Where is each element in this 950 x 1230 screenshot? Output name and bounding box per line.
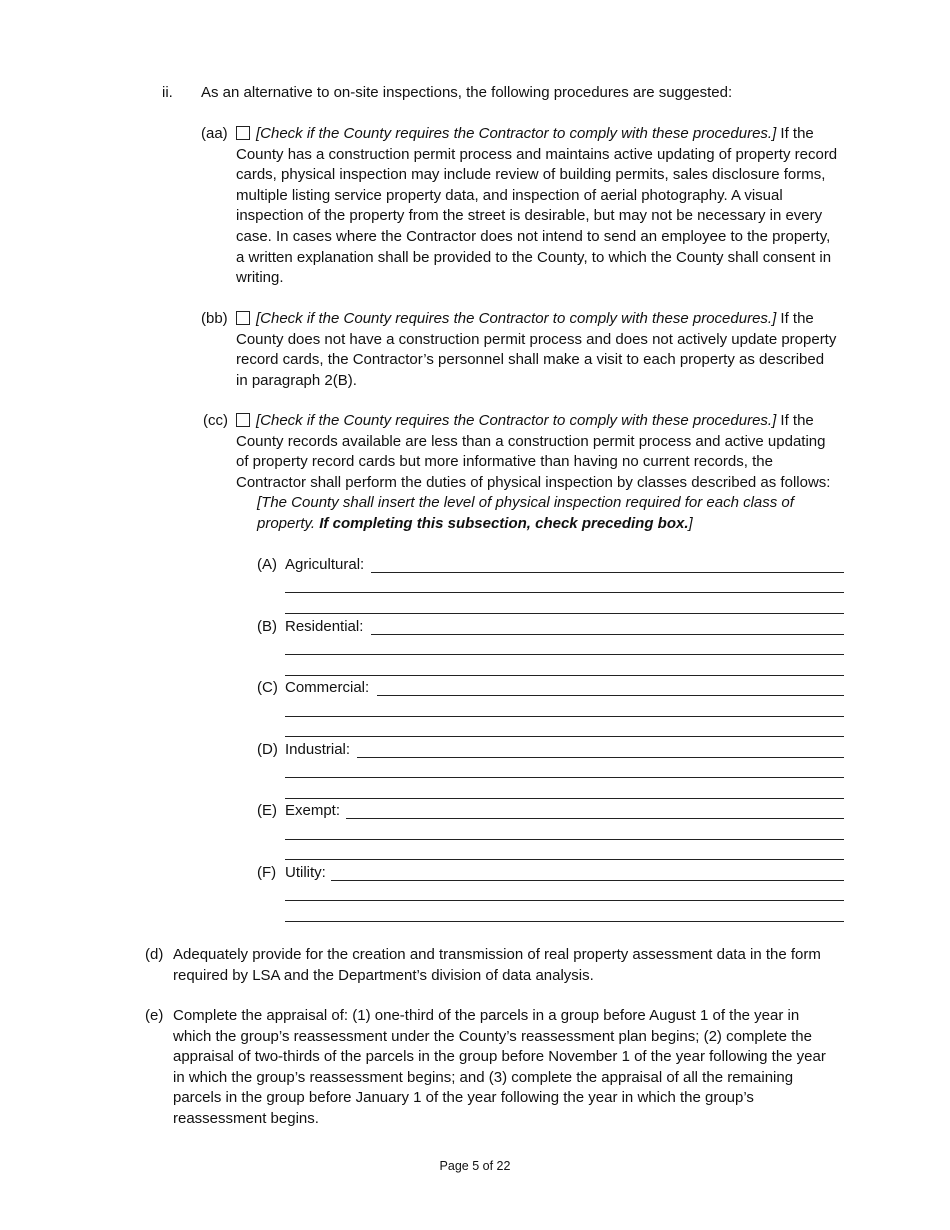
item-d-paragraph <box>173 945 821 986</box>
class-b-label: Residential: <box>285 618 364 635</box>
class-b-fill-line-3[interactable] <box>285 675 844 676</box>
item-aa-paragraph <box>236 124 837 289</box>
item-cc-marker: (cc) <box>203 412 228 429</box>
item-d-line: Adequately provide for the creation and transmission of real property assessment data in the form <box>173 946 821 963</box>
item-e-line: in which the group’s reassessment begins; and (3) complete the appraisal of all the remaining <box>173 1068 794 1086</box>
item-bb-checkbox-label: [Check if the County requires the Contractor to comply with these procedures.] <box>256 310 777 327</box>
item-aa-marker: (aa) <box>201 125 228 142</box>
item-bb-line: County does not have a construction permit process and does not actively update property <box>236 330 837 348</box>
section-ii-marker: ii. <box>162 84 173 101</box>
item-cc-line: Contractor shall perform the duties of physical inspection by classes described as follows: <box>236 473 831 491</box>
item-bb-line1-rest: If the <box>780 310 814 327</box>
item-aa-line: cards, physical inspection may include review of building permits, sales disclosure forms, <box>236 166 826 184</box>
page-number: Page 5 of 22 <box>439 1159 511 1173</box>
item-e-marker: (e) <box>145 1007 164 1024</box>
class-a-label: Agricultural: <box>285 556 365 573</box>
item-aa-checkbox[interactable] <box>236 126 250 140</box>
class-b-marker: (B) <box>257 618 277 635</box>
instruction-bold: If completing this subsection, check preceding box. <box>319 514 689 532</box>
item-e-paragraph <box>173 1006 826 1130</box>
item-aa-line: case. In cases where the Contractor does not intend to send an employee to the property, <box>236 227 831 245</box>
class-e-fill-line-2[interactable] <box>285 839 844 840</box>
instruction-property: property. <box>257 514 316 532</box>
item-aa-line1-rest: If the <box>780 125 814 142</box>
item-bb-checkbox[interactable] <box>236 311 250 325</box>
class-e-label: Exempt: <box>285 802 341 819</box>
item-cc-line: of property record cards but more informative than having no current records, the <box>236 453 773 471</box>
item-cc-line: County records available are less than a construction permit process and active updating <box>236 432 826 450</box>
class-e-fill-line-3[interactable] <box>285 859 844 860</box>
item-bb-marker: (bb) <box>201 310 228 327</box>
class-f-label: Utility: <box>285 864 326 881</box>
class-d-fill-line-3[interactable] <box>285 798 844 799</box>
class-d-label: Industrial: <box>285 741 351 758</box>
item-aa-checkbox-label: [Check if the County requires the Contractor to comply with these procedures.] <box>256 125 777 142</box>
class-a-fill-line-3[interactable] <box>285 613 844 614</box>
class-c-label: Commercial: <box>285 679 370 696</box>
class-d-fill-line-2[interactable] <box>285 777 844 778</box>
item-e-line: appraisal of two-thirds of the parcels in the group before November 1 of the year following the year <box>173 1048 826 1066</box>
class-f-fill-line-3[interactable] <box>285 921 844 922</box>
item-aa-line: inspection of the property from the street is desirable, but may not be necessary in every <box>236 207 823 225</box>
class-f-marker: (F) <box>257 864 277 881</box>
class-c-marker: (C) <box>257 679 278 696</box>
class-f-fill-line-1[interactable] <box>331 880 844 881</box>
item-aa-line: County has a construction permit process and maintains active updating of property record <box>236 145 838 163</box>
item-cc-checkbox[interactable] <box>236 413 250 427</box>
item-cc-line1-rest: If the <box>780 412 814 429</box>
item-cc-instruction <box>257 493 794 534</box>
class-a-fill-line-2[interactable] <box>285 592 844 593</box>
item-e-line: which the group’s reassessment under the County’s reassessment plan begins; (2) complete the <box>173 1027 812 1045</box>
class-a-marker: (A) <box>257 556 277 573</box>
class-d-marker: (D) <box>257 741 278 758</box>
item-aa-line: multiple listing service property data, and inspection of aerial photography. A visual <box>236 186 783 204</box>
item-e-line: reassessment begins. <box>173 1109 319 1127</box>
class-c-fill-line-1[interactable] <box>377 695 844 696</box>
item-bb-line: in paragraph 2(B). <box>236 371 357 389</box>
class-c-fill-line-2[interactable] <box>285 716 844 717</box>
class-e-marker: (E) <box>257 802 277 819</box>
instruction-line-1: [The County shall insert the level of physical inspection required for each class of <box>257 494 794 511</box>
item-e-line: parcels in the group before January 1 of the year following the year in which the group’s <box>173 1089 754 1107</box>
item-aa-line: a written explanation shall be provided to the County, to which the County shall consent in <box>236 248 832 266</box>
item-d-marker: (d) <box>145 946 164 963</box>
item-cc-paragraph <box>236 411 830 493</box>
item-aa-line: writing. <box>236 269 284 287</box>
item-d-line: required by LSA and the Department’s division of data analysis. <box>173 966 594 984</box>
class-e-fill-line-1[interactable] <box>346 818 844 819</box>
section-ii-text: As an alternative to on-site inspections, the following procedures are suggested: <box>201 84 733 101</box>
instruction-end: ] <box>688 514 693 532</box>
class-b-fill-line-1[interactable] <box>371 634 844 635</box>
class-b-fill-line-2[interactable] <box>285 654 844 655</box>
item-bb-line: record cards, the Contractor’s personnel shall make a visit to each property as described <box>236 351 825 369</box>
class-a-fill-line-1[interactable] <box>371 572 844 573</box>
class-c-fill-line-3[interactable] <box>285 736 844 737</box>
class-f-fill-line-2[interactable] <box>285 900 844 901</box>
class-d-fill-line-1[interactable] <box>357 757 844 758</box>
item-e-line: Complete the appraisal of: (1) one-third of the parcels in a group before August 1 of the year in <box>173 1007 800 1024</box>
item-bb-paragraph <box>236 309 836 391</box>
item-cc-checkbox-label: [Check if the County requires the Contractor to comply with these procedures.] <box>256 412 777 429</box>
